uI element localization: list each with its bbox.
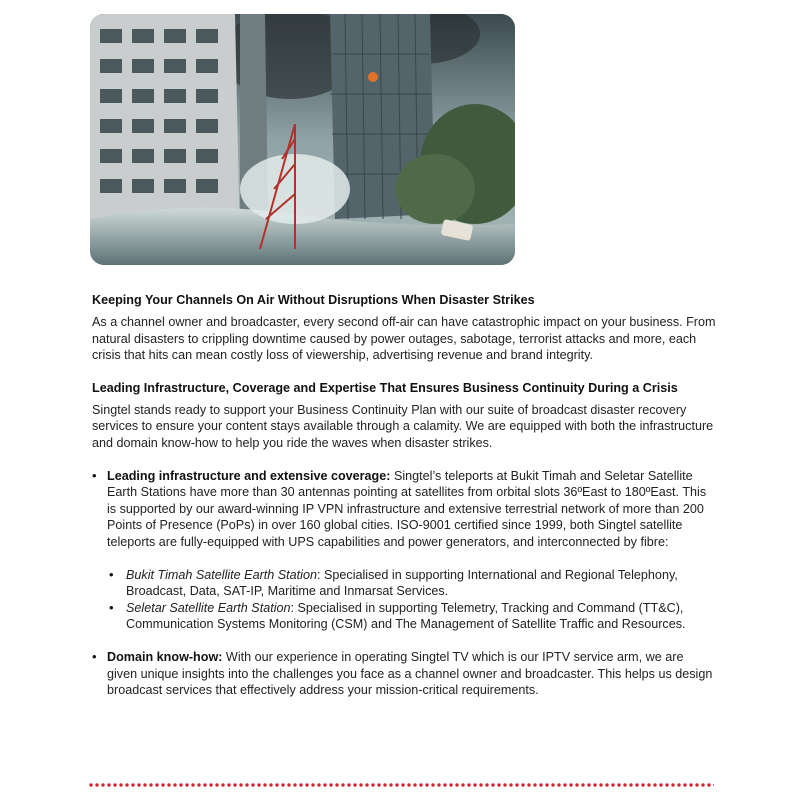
disaster-city-flood-photo-icon xyxy=(90,14,515,265)
section-body-infrastructure: Singtel stands ready to support your Business Continuity Plan with our suite of broadcast disaster recovery services to ensure your content stays available through a calamity. We are equipped with both the infrastructure and domain know-how to help you ride the waves when disaster strikes. xyxy=(92,402,714,450)
feature-list xyxy=(92,468,717,699)
station-description: : Specialised in supporting Telemetry, Tracking and Command (TT&C), Communication Systems Monitoring (CSM) and The Management of Satellite Traffic and Resources. xyxy=(126,600,686,632)
article-content xyxy=(92,292,717,699)
list-item-text: With our experience in operating Singtel TV which is our IPTV service arm, we are given unique insights into the challenges you face as a channel owner and broadcaster. This helps us design broadcast services that effectively address your mission-critical requirements. xyxy=(107,649,713,698)
list-item-text: Singtel’s teleports at Bukit Timah and Seletar Satellite Earth Stations have more than 30 antennas pointing at satellites from orbital slots 36ºEast to 180ºEast. This is supported by our award-winning IP VPN infrastructure and extensive terrestrial network of more than 200 Points of Presence (PoPs) in over 160 global cities. ISO-9001 certified since 1999, both Singtel satellite teleports are fully-equipped with UPS capabilities and power generators, and interconnected by fibre: xyxy=(107,468,707,549)
station-name: Bukit Timah Satellite Earth Station xyxy=(126,567,317,582)
list-item-infrastructure xyxy=(92,468,717,633)
station-description: : Specialised in supporting International and Regional Telephony, Broadcast, Data, SAT-IP, Maritime and Inmarsat Services. xyxy=(126,567,678,599)
list-item-lead: Domain know-how: xyxy=(107,649,223,664)
list-item-bukit-timah xyxy=(107,567,717,600)
section-heading-infrastructure: Leading Infrastructure, Coverage and Expertise That Ensures Business Continuity During a Crisis xyxy=(92,380,678,395)
hero-image xyxy=(90,14,515,265)
earth-station-list xyxy=(107,567,717,633)
list-item-domain-know-how xyxy=(92,649,717,699)
section-body-on-air: As a channel owner and broadcaster, every second off-air can have catastrophic impact on your business. From natural disasters to crippling downtime caused by power outages, sabotage, terrorist attacks and more, each crisis that hits can mean costly loss of viewership, advertising revenue and brand integrity. xyxy=(92,315,716,363)
list-item-lead: Leading infrastructure and extensive coverage: xyxy=(107,468,391,483)
dotted-divider xyxy=(88,782,714,788)
station-name: Seletar Satellite Earth Station xyxy=(126,600,291,615)
list-item-seletar xyxy=(107,600,717,633)
section-heading-on-air: Keeping Your Channels On Air Without Disruptions When Disaster Strikes xyxy=(92,293,535,307)
